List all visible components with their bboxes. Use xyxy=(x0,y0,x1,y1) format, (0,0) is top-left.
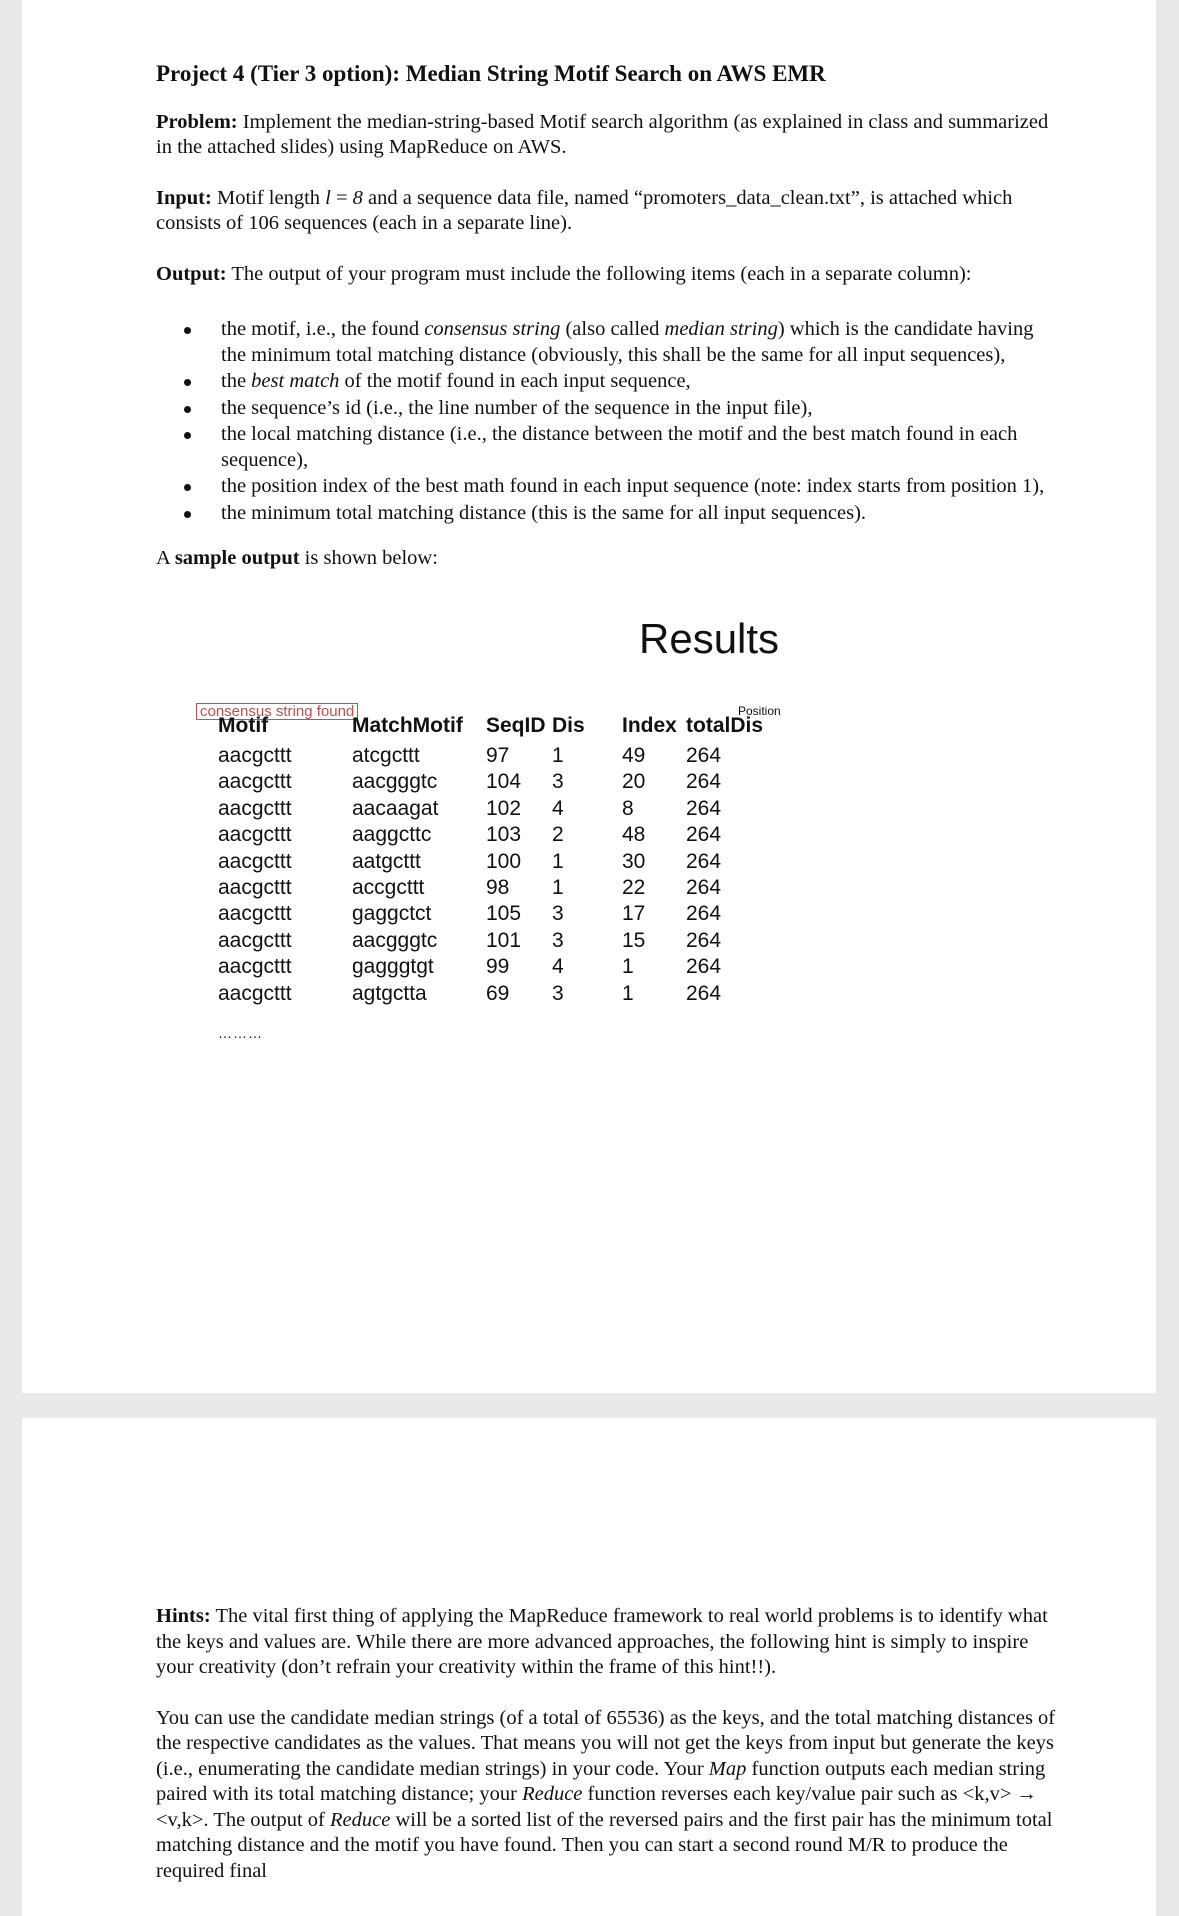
list-item: the minimum total matching distance (this is the same for all input sequences). xyxy=(221,501,1056,527)
seq-id-cell: 69 xyxy=(486,981,510,1005)
motif-cell: aacgcttt xyxy=(218,770,292,794)
output-text: The output of your program must include the following items (each in a separate column): xyxy=(226,262,972,285)
distance-cell: 4 xyxy=(552,955,564,979)
match-motif-cell: accgcttt xyxy=(352,876,425,899)
input-paragraph xyxy=(156,186,1056,237)
header-index: Index xyxy=(622,714,677,737)
distance-cell: 3 xyxy=(552,770,564,794)
distance-cell: 4 xyxy=(552,796,564,820)
motif-cell: aacgcttt xyxy=(218,876,292,899)
bullet-italic: median string xyxy=(664,318,778,341)
document-page-2 xyxy=(22,1418,1156,1916)
bullet-italic: best match xyxy=(251,370,340,393)
problem-text: Implement the median-string-based Motif search algorithm (as explained in class and summarized in the attached slides) using MapReduce on AWS. xyxy=(156,110,1049,159)
results-title: Results xyxy=(639,615,780,662)
list-item: the local matching distance (i.e., the distance between the motif and the best match found in each sequence), xyxy=(221,422,1056,473)
motif-cell: aacgcttt xyxy=(218,955,292,979)
seq-id-cell: 105 xyxy=(486,902,522,926)
seq-id-cell: 97 xyxy=(486,744,510,767)
header-motif: Motif xyxy=(218,714,269,737)
motif-cell: aacgcttt xyxy=(218,928,292,952)
seq-id-cell: 98 xyxy=(486,876,510,899)
match-motif-cell: aacgggtc xyxy=(352,770,438,794)
list-item: the sequence’s id (i.e., the line number of the sequence in the input file), xyxy=(221,396,1056,422)
input-text-2: = xyxy=(330,186,353,209)
position-index-cell: 1 xyxy=(622,955,634,979)
header-seqid: SeqID xyxy=(486,714,546,737)
header-totaldis: totalDis xyxy=(686,714,764,737)
position-annotation: Position xyxy=(738,704,781,718)
table-row xyxy=(156,981,856,1013)
distance-cell: 3 xyxy=(552,928,564,952)
position-index-cell: 8 xyxy=(622,796,634,820)
seq-id-cell: 100 xyxy=(486,849,522,873)
hints-label: Hints: xyxy=(156,1605,211,1627)
distance-cell: 3 xyxy=(552,902,564,926)
seq-id-cell: 103 xyxy=(486,823,522,847)
position-index-cell: 17 xyxy=(622,902,646,926)
input-text-1: Motif length xyxy=(211,186,326,209)
motif-cell: aacgcttt xyxy=(218,823,292,847)
match-motif-cell: aatgcttt xyxy=(352,849,421,873)
motif-cell: aacgcttt xyxy=(218,796,292,820)
page-1-content xyxy=(156,60,1056,597)
seq-id-cell: 102 xyxy=(486,796,522,820)
distance-cell: 1 xyxy=(552,744,564,767)
total-distance-cell: 264 xyxy=(686,955,722,979)
position-index-cell: 48 xyxy=(622,823,646,847)
total-distance-cell: 264 xyxy=(686,981,722,1005)
header-dis: Dis xyxy=(552,714,585,737)
hints-paragraph xyxy=(156,1604,1056,1681)
list-item xyxy=(221,317,1056,368)
page-2-content xyxy=(156,1604,1056,1909)
para-italic-reduce: Reduce xyxy=(330,1808,391,1831)
input-eight: 8 xyxy=(352,186,363,209)
total-distance-cell: 264 xyxy=(686,876,722,899)
bullet-text: (also called xyxy=(560,318,665,341)
sample-bold: sample output xyxy=(174,547,300,570)
document-title: Project 4 (Tier 3 option): Median String Motif Search on AWS EMR xyxy=(156,61,826,86)
match-motif-cell: gagggtgt xyxy=(352,955,434,979)
distance-cell: 1 xyxy=(552,876,564,899)
total-distance-cell: 264 xyxy=(686,744,722,767)
bullet-text: the xyxy=(221,370,252,393)
total-distance-cell: 264 xyxy=(686,770,722,794)
list-item xyxy=(221,369,1056,395)
bullet-text: the motif, i.e., the found xyxy=(221,318,425,341)
bullet-text: of the motif found in each input sequence, xyxy=(339,370,691,393)
motif-cell: aacgcttt xyxy=(218,902,292,926)
problem-label: Problem: xyxy=(156,110,238,133)
input-label: Input: xyxy=(156,186,212,209)
output-items-list xyxy=(156,317,1056,526)
hints-text: The vital first thing of applying the MapReduce framework to real world problems is to identify what the keys and values are. While there are more advanced approaches, the following hint is simply to inspire your creativity (don’t refrain your creativity within the frame of this hint!!). xyxy=(156,1605,1048,1678)
match-motif-cell: aacgggtc xyxy=(352,928,438,952)
seq-id-cell: 101 xyxy=(486,928,522,952)
total-distance-cell: 264 xyxy=(686,928,722,952)
position-index-cell: 15 xyxy=(622,928,646,952)
match-motif-cell: aaggcttc xyxy=(352,823,432,847)
match-motif-cell: gaggctct xyxy=(352,902,432,926)
sample-output-line xyxy=(156,546,1056,572)
match-motif-cell: agtgctta xyxy=(352,981,427,1005)
sample-text: is shown below: xyxy=(299,547,438,570)
position-index-cell: 22 xyxy=(622,876,646,899)
para-text: function outputs each median string paired with its total matching distance; your xyxy=(156,1757,1046,1805)
total-distance-cell: 264 xyxy=(686,849,722,873)
total-distance-cell: 264 xyxy=(686,796,722,820)
ellipsis: ……… xyxy=(218,1025,263,1041)
motif-cell: aacgcttt xyxy=(218,849,292,873)
para-italic-reduce: Reduce xyxy=(522,1783,583,1805)
para-italic-map: Map xyxy=(708,1757,747,1780)
output-paragraph xyxy=(156,262,1056,288)
output-label: Output: xyxy=(156,262,227,285)
bullet-italic: consensus string xyxy=(424,318,561,341)
position-index-cell: 30 xyxy=(622,849,646,873)
position-index-cell: 20 xyxy=(622,770,646,794)
position-index-cell: 49 xyxy=(622,744,646,767)
distance-cell: 2 xyxy=(552,823,564,847)
input-text-3: and a sequence data file, named “promoters_data_clean.txt”, is attached which consists of 106 sequences (each in a separate line). xyxy=(156,186,1013,235)
para-text: function reverses each key/value pair such as <k,v> → <v,k>. The output of xyxy=(156,1783,1038,1831)
total-distance-cell: 264 xyxy=(686,902,722,926)
header-matchmotif: MatchMotif xyxy=(352,714,463,737)
sample-text: A xyxy=(156,547,175,570)
consensus-annotation: consensus string found xyxy=(196,703,358,720)
match-motif-cell: aacaagat xyxy=(352,796,439,820)
problem-paragraph xyxy=(156,110,1056,161)
motif-cell: aacgcttt xyxy=(218,981,292,1005)
distance-cell: 1 xyxy=(552,849,564,873)
distance-cell: 3 xyxy=(552,981,564,1005)
seq-id-cell: 104 xyxy=(486,770,522,794)
seq-id-cell: 99 xyxy=(486,955,510,979)
keys-values-paragraph xyxy=(156,1706,1056,1885)
motif-cell: aacgcttt xyxy=(218,744,292,767)
para-text: You can use the candidate median strings (of a total of 65536) as the keys, and the total matching distances of the respective candidates as the values. That means you will not get the keys from input but generate the keys (i.e., enumerating the candidate median strings) in your code. Your xyxy=(156,1706,1056,1780)
total-distance-cell: 264 xyxy=(686,823,722,847)
input-l-symbol: l xyxy=(325,186,331,209)
position-index-cell: 1 xyxy=(622,981,634,1005)
para-text: will be a sorted list of the reversed pairs and the first pair has the minimum total matching distance and the motif you have found. Then you can start a second round M/R to produce the required final xyxy=(156,1808,1053,1882)
match-motif-cell: atcgcttt xyxy=(352,744,420,767)
list-item: the position index of the best math found in each input sequence (note: index starts from position 1), xyxy=(221,474,1056,500)
document-page-1 xyxy=(22,0,1156,1393)
bullet-text: ) which is the candidate having the minimum total matching distance (obviously, this shall be the same for all input sequences), xyxy=(221,318,1034,366)
